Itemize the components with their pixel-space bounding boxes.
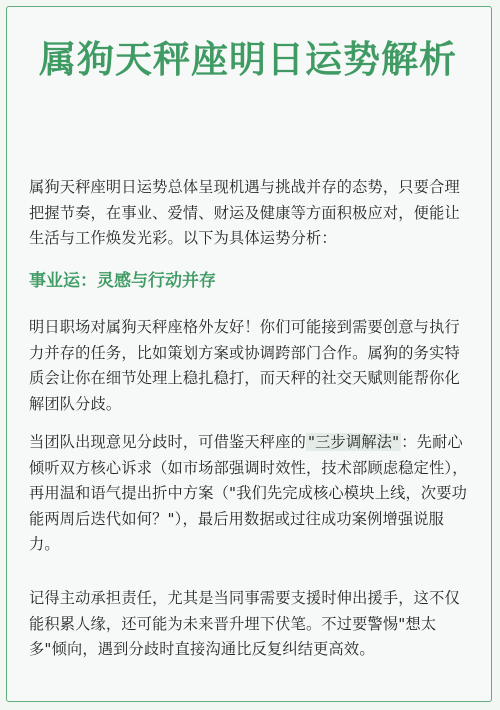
career-paragraph-1: 明日职场对属狗天秤座格外友好！你们可能接到需要创意与执行力并存的任务，比如策划方案或协调跨部门合作。属狗的务实特质会让你在细节处理上稳扎稳打，而天秤的社交天赋则能帮你化解团队分歧。 <box>29 318 460 413</box>
career-paragraph-2 <box>29 430 473 558</box>
intro-paragraph: 属狗天秤座明日运势总体呈现机遇与挑战并存的态势，只要合理把握节奏，在事业、爱情、财运及健康等方面积极应对，便能让生活与工作焕发光彩。以下为具体运势分析： <box>29 178 460 247</box>
career-section-heading: 事业运：灵感与行动并存 <box>29 271 216 291</box>
article-title: 属狗天秤座明日运势解析 <box>39 38 457 81</box>
career-paragraph-3: 记得主动承担责任，尤其是当同事需要支援时伸出援手，这不仅能积累人缘，还可能为未来晋升埋下伏笔。不过要警惕"想太多"倾向，遇到分歧时直接沟通比反复纠结更高效。 <box>29 589 460 658</box>
paragraph-text: ：先耐心倾听双方核心诉求（如市场部强调时效性，技术部顾虑稳定性），再用温和语气提出折中方案（"我们先完成核心模块上线，次要功能两周后迭代如何？"），最后用数据或过往成功案例增强说服力。 <box>29 433 468 553</box>
paragraph-text: 当团队出现意见分歧时，可借鉴天秤座的 <box>29 433 306 451</box>
highlighted-phrase: "三步调解法" <box>307 433 400 451</box>
